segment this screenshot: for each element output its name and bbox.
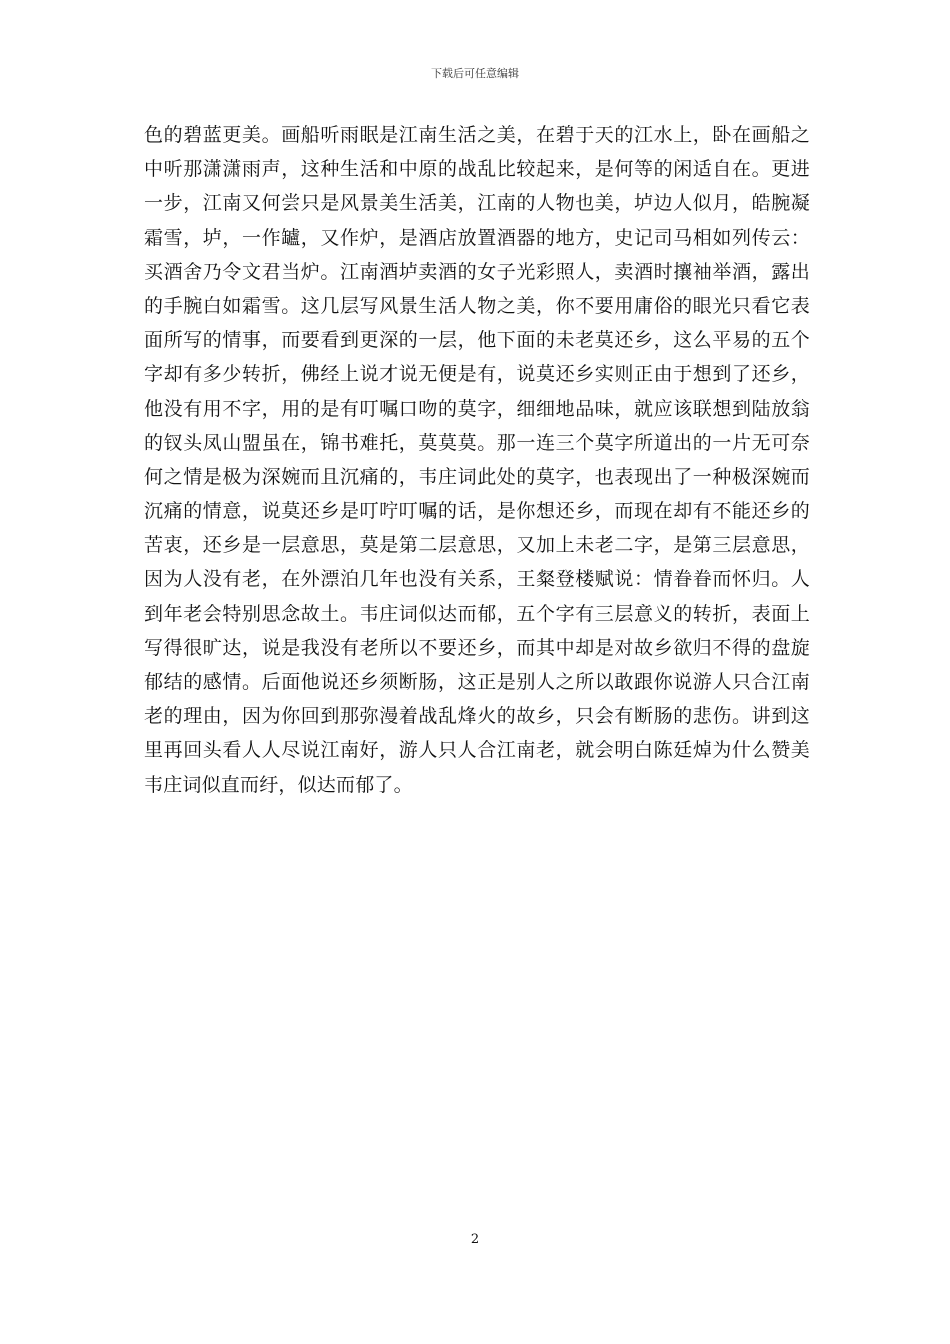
- text-line: 写得很旷达，说是我没有老所以不要还乡，而其中却是对故乡欲归不得的盘旋: [144, 636, 810, 659]
- body-text: [144, 118, 810, 802]
- page-header: 下载后可任意编辑: [431, 67, 519, 80]
- text-line: 他没有用不字，用的是有叮嘱口吻的莫字，细细地品味，就应该联想到陆放翁: [144, 397, 810, 420]
- text-line: 的钗头凤山盟虽在，锦书难托，莫莫莫。那一连三个莫字所道出的一片无可奈: [144, 431, 810, 454]
- text-line: 因为人没有老，在外漂泊几年也没有关系，王粲登楼赋说：情眷眷而怀归。人: [144, 568, 810, 591]
- text-line: 中听那潇潇雨声，这种生活和中原的战乱比较起来，是何等的闲适自在。更进: [144, 158, 810, 181]
- text-line: 霜雪，垆，一作罏，又作炉，是酒店放置酒器的地方，史记司马相如列传云：: [144, 226, 810, 249]
- text-line: 买酒舍乃令文君当炉。江南酒垆卖酒的女子光彩照人，卖酒时攘袖举酒，露出: [144, 260, 810, 283]
- text-line: 的手腕白如霜雪。这几层写风景生活人物之美，你不要用庸俗的眼光只看它表: [144, 294, 810, 317]
- text-line: 韦庄词似直而纡，似达而郁了。: [144, 773, 413, 796]
- text-line: 里再回头看人人尽说江南好，游人只人合江南老，就会明白陈廷焯为什么赞美: [144, 739, 810, 762]
- text-line: 苦衷，还乡是一层意思，莫是第二层意思，又加上未老二字，是第三层意思，: [144, 534, 810, 557]
- text-line: 面所写的情事，而要看到更深的一层，他下面的未老莫还乡，这么平易的五个: [144, 329, 810, 352]
- text-line: 到年老会特别思念故土。韦庄词似达而郁，五个字有三层意义的转折，表面上: [144, 602, 810, 625]
- text-line: 字却有多少转折，佛经上说才说无便是有，说莫还乡实则正由于想到了还乡，: [144, 363, 810, 386]
- text-line: 何之情是极为深婉而且沉痛的，韦庄词此处的莫字，也表现出了一种极深婉而: [144, 465, 810, 488]
- text-line: 郁结的感情。后面他说还乡须断肠，这正是别人之所以敢跟你说游人只合江南: [144, 671, 810, 693]
- text-line: 色的碧蓝更美。画船听雨眠是江南生活之美，在碧于天的江水上，卧在画船之: [144, 124, 810, 146]
- text-line: 老的理由，因为你回到那弥漫着战乱烽火的故乡，只会有断肠的悲伤。讲到这: [144, 705, 810, 728]
- text-line: 一步，江南又何尝只是风景美生活美，江南的人物也美，垆边人似月，皓腕凝: [144, 192, 810, 215]
- page-number: 2: [470, 1232, 480, 1247]
- text-line: 沉痛的情意，说莫还乡是叮咛叮嘱的话，是你想还乡，而现在却有不能还乡的: [144, 500, 810, 523]
